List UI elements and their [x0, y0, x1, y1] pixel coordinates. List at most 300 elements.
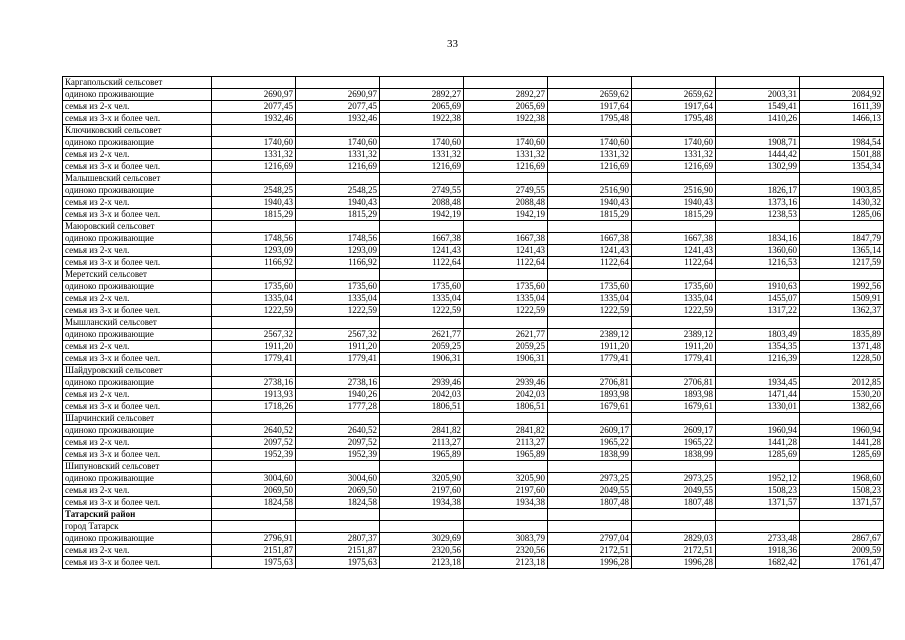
value-cell: 1331,32 [296, 149, 380, 161]
value-cell: 1354,35 [716, 341, 800, 353]
empty-cell [212, 413, 296, 425]
value-cell: 3083,79 [464, 533, 548, 545]
value-cell: 1934,38 [464, 497, 548, 509]
table-row [63, 437, 884, 449]
value-cell: 1331,32 [632, 149, 716, 161]
group-header-row [63, 173, 884, 185]
empty-cell [800, 461, 884, 473]
value-cell: 2049,55 [632, 485, 716, 497]
value-cell: 1679,61 [632, 401, 716, 413]
value-cell: 1293,09 [212, 245, 296, 257]
value-cell: 2621,77 [464, 329, 548, 341]
empty-cell [464, 221, 548, 233]
value-cell: 2829,03 [632, 533, 716, 545]
value-cell: 2973,25 [632, 473, 716, 485]
empty-cell [296, 521, 380, 533]
empty-cell [296, 173, 380, 185]
table-row [63, 353, 884, 365]
value-cell: 1735,60 [212, 281, 296, 293]
table-row [63, 329, 884, 341]
value-cell: 2807,37 [296, 533, 380, 545]
value-cell: 2197,60 [380, 485, 464, 497]
group-title: Малышевский сельсовет [63, 173, 212, 185]
value-cell: 1331,32 [548, 149, 632, 161]
value-cell: 1508,23 [716, 485, 800, 497]
table-row [63, 149, 884, 161]
tariff-table [62, 76, 884, 569]
value-cell: 1611,39 [800, 101, 884, 113]
empty-cell [716, 77, 800, 89]
row-label: семья из 2-х чел. [63, 437, 212, 449]
value-cell: 1471,44 [716, 389, 800, 401]
group-title: Каргапольский сельсовет [63, 77, 212, 89]
group-header-row [63, 125, 884, 137]
value-cell: 2088,48 [464, 197, 548, 209]
value-cell: 2123,18 [380, 557, 464, 569]
empty-cell [296, 509, 380, 521]
value-cell: 2320,56 [464, 545, 548, 557]
value-cell: 1302,99 [716, 161, 800, 173]
value-cell: 1815,29 [212, 209, 296, 221]
group-title: Шайдуровский сельсовет [63, 365, 212, 377]
empty-cell [632, 317, 716, 329]
empty-cell [632, 125, 716, 137]
empty-cell [716, 173, 800, 185]
value-cell: 1761,47 [800, 557, 884, 569]
empty-cell [380, 173, 464, 185]
value-cell: 1893,98 [632, 389, 716, 401]
value-cell: 1317,22 [716, 305, 800, 317]
table-row [63, 533, 884, 545]
empty-cell [296, 461, 380, 473]
value-cell: 1975,63 [296, 557, 380, 569]
empty-cell [548, 125, 632, 137]
table-row [63, 101, 884, 113]
empty-cell [296, 77, 380, 89]
empty-cell [800, 221, 884, 233]
empty-cell [548, 77, 632, 89]
value-cell: 2069,50 [212, 485, 296, 497]
empty-cell [380, 77, 464, 89]
value-cell: 1965,22 [548, 437, 632, 449]
value-cell: 2548,25 [212, 185, 296, 197]
value-cell: 1216,69 [380, 161, 464, 173]
value-cell: 1455,07 [716, 293, 800, 305]
value-cell: 1667,38 [548, 233, 632, 245]
value-cell: 2841,82 [380, 425, 464, 437]
value-cell: 1740,60 [464, 137, 548, 149]
table-row [63, 245, 884, 257]
value-cell: 1940,43 [632, 197, 716, 209]
row-label: одиноко проживающие [63, 89, 212, 101]
value-cell: 1222,59 [632, 305, 716, 317]
value-cell: 1922,38 [464, 113, 548, 125]
empty-cell [464, 317, 548, 329]
value-cell: 2690,97 [212, 89, 296, 101]
value-cell: 1795,48 [548, 113, 632, 125]
value-cell: 1371,57 [800, 497, 884, 509]
group-title: Шипуновский сельсовет [63, 461, 212, 473]
row-label: семья из 2-х чел. [63, 293, 212, 305]
value-cell: 1824,58 [212, 497, 296, 509]
empty-cell [212, 521, 296, 533]
value-cell: 1735,60 [548, 281, 632, 293]
value-cell: 1917,64 [632, 101, 716, 113]
value-cell: 2042,03 [380, 389, 464, 401]
value-cell: 1735,60 [296, 281, 380, 293]
group-header-row [63, 77, 884, 89]
value-cell: 2059,25 [380, 341, 464, 353]
value-cell: 1667,38 [632, 233, 716, 245]
value-cell: 1166,92 [212, 257, 296, 269]
value-cell: 1718,26 [212, 401, 296, 413]
value-cell: 1960,94 [716, 425, 800, 437]
row-label: одиноко проживающие [63, 533, 212, 545]
value-cell: 1430,32 [800, 197, 884, 209]
empty-cell [380, 125, 464, 137]
value-cell: 1216,69 [632, 161, 716, 173]
empty-cell [464, 521, 548, 533]
value-cell: 1942,19 [380, 209, 464, 221]
empty-cell [464, 173, 548, 185]
empty-cell [716, 413, 800, 425]
value-cell: 1293,09 [296, 245, 380, 257]
row-label: семья из 2-х чел. [63, 485, 212, 497]
value-cell: 2077,45 [212, 101, 296, 113]
value-cell: 1940,43 [548, 197, 632, 209]
value-cell: 1362,37 [800, 305, 884, 317]
value-cell: 1331,32 [464, 149, 548, 161]
value-cell: 1335,04 [548, 293, 632, 305]
group-header-row [63, 413, 884, 425]
table-row [63, 113, 884, 125]
empty-cell [464, 125, 548, 137]
value-cell: 1960,94 [800, 425, 884, 437]
value-cell: 2084,92 [800, 89, 884, 101]
value-cell: 1331,32 [380, 149, 464, 161]
row-label: семья из 3-х и более чел. [63, 557, 212, 569]
table-row [63, 449, 884, 461]
table-row [63, 485, 884, 497]
value-cell: 1918,36 [716, 545, 800, 557]
value-cell: 1807,48 [548, 497, 632, 509]
value-cell: 1222,59 [212, 305, 296, 317]
value-cell: 2389,12 [632, 329, 716, 341]
value-cell: 2609,17 [632, 425, 716, 437]
empty-cell [380, 461, 464, 473]
value-cell: 2009,59 [800, 545, 884, 557]
group-header-row [63, 509, 884, 521]
value-cell: 3004,60 [296, 473, 380, 485]
value-cell: 1779,41 [632, 353, 716, 365]
value-cell: 2320,56 [380, 545, 464, 557]
table-row [63, 545, 884, 557]
value-cell: 1996,28 [548, 557, 632, 569]
empty-cell [716, 269, 800, 281]
value-cell: 1373,16 [716, 197, 800, 209]
empty-cell [296, 365, 380, 377]
value-cell: 3205,90 [464, 473, 548, 485]
value-cell: 1815,29 [548, 209, 632, 221]
empty-cell [296, 221, 380, 233]
group-title: город Татарск [63, 521, 212, 533]
empty-cell [548, 413, 632, 425]
value-cell: 2012,85 [800, 377, 884, 389]
value-cell: 1122,64 [464, 257, 548, 269]
value-cell: 1549,41 [716, 101, 800, 113]
value-cell: 1934,38 [380, 497, 464, 509]
value-cell: 2172,51 [548, 545, 632, 557]
value-cell: 1740,60 [296, 137, 380, 149]
empty-cell [212, 221, 296, 233]
row-label: одиноко проживающие [63, 281, 212, 293]
empty-cell [548, 221, 632, 233]
group-title: Меретский сельсовет [63, 269, 212, 281]
empty-cell [464, 77, 548, 89]
value-cell: 1216,69 [464, 161, 548, 173]
empty-cell [296, 125, 380, 137]
value-cell: 1807,48 [632, 497, 716, 509]
empty-cell [716, 461, 800, 473]
value-cell: 1911,20 [296, 341, 380, 353]
empty-cell [716, 125, 800, 137]
value-cell: 2151,87 [296, 545, 380, 557]
value-cell: 3029,69 [380, 533, 464, 545]
value-cell: 1922,38 [380, 113, 464, 125]
row-label: одиноко проживающие [63, 377, 212, 389]
row-label: семья из 2-х чел. [63, 197, 212, 209]
value-cell: 1893,98 [548, 389, 632, 401]
empty-cell [632, 521, 716, 533]
value-cell: 1996,28 [632, 557, 716, 569]
table-row [63, 305, 884, 317]
empty-cell [212, 269, 296, 281]
value-cell: 1940,43 [296, 197, 380, 209]
value-cell: 2065,69 [464, 101, 548, 113]
empty-cell [800, 173, 884, 185]
value-cell: 2516,90 [548, 185, 632, 197]
row-label: семья из 3-х и более чел. [63, 401, 212, 413]
empty-cell [800, 413, 884, 425]
empty-cell [296, 413, 380, 425]
group-header-row [63, 317, 884, 329]
table-row [63, 389, 884, 401]
empty-cell [632, 221, 716, 233]
value-cell: 2113,27 [464, 437, 548, 449]
empty-cell [212, 365, 296, 377]
value-cell: 1952,12 [716, 473, 800, 485]
value-cell: 1806,51 [380, 401, 464, 413]
empty-cell [800, 77, 884, 89]
value-cell: 1838,99 [548, 449, 632, 461]
value-cell: 2749,55 [464, 185, 548, 197]
value-cell: 2548,25 [296, 185, 380, 197]
value-cell: 1285,69 [716, 449, 800, 461]
value-cell: 1740,60 [380, 137, 464, 149]
group-header-row [63, 521, 884, 533]
table-row [63, 425, 884, 437]
value-cell: 1679,61 [548, 401, 632, 413]
value-cell: 3004,60 [212, 473, 296, 485]
empty-cell [632, 269, 716, 281]
value-cell: 2892,27 [380, 89, 464, 101]
value-cell: 1222,59 [464, 305, 548, 317]
value-cell: 1735,60 [380, 281, 464, 293]
value-cell: 2567,32 [296, 329, 380, 341]
value-cell: 1815,29 [632, 209, 716, 221]
value-cell: 1826,17 [716, 185, 800, 197]
value-cell: 3205,90 [380, 473, 464, 485]
empty-cell [800, 365, 884, 377]
empty-cell [380, 365, 464, 377]
empty-cell [380, 269, 464, 281]
group-title: Шарчинский сельсовет [63, 413, 212, 425]
value-cell: 2609,17 [548, 425, 632, 437]
value-cell: 1834,16 [716, 233, 800, 245]
value-cell: 2973,25 [548, 473, 632, 485]
value-cell: 2706,81 [632, 377, 716, 389]
value-cell: 2077,45 [296, 101, 380, 113]
value-cell: 1911,20 [548, 341, 632, 353]
table-row [63, 281, 884, 293]
value-cell: 1122,64 [632, 257, 716, 269]
value-cell: 1913,93 [212, 389, 296, 401]
row-label: семья из 2-х чел. [63, 101, 212, 113]
value-cell: 2097,52 [296, 437, 380, 449]
value-cell: 1975,63 [212, 557, 296, 569]
value-cell: 2113,27 [380, 437, 464, 449]
value-cell: 1241,43 [464, 245, 548, 257]
value-cell: 2749,55 [380, 185, 464, 197]
value-cell: 1222,59 [548, 305, 632, 317]
row-label: семья из 3-х и более чел. [63, 209, 212, 221]
value-cell: 2939,46 [380, 377, 464, 389]
value-cell: 2123,18 [464, 557, 548, 569]
value-cell: 2003,31 [716, 89, 800, 101]
value-cell: 1984,54 [800, 137, 884, 149]
empty-cell [212, 317, 296, 329]
value-cell: 2733,48 [716, 533, 800, 545]
value-cell: 1222,59 [380, 305, 464, 317]
value-cell: 2939,46 [464, 377, 548, 389]
empty-cell [632, 509, 716, 521]
value-cell: 2059,25 [464, 341, 548, 353]
empty-cell [548, 317, 632, 329]
empty-cell [716, 521, 800, 533]
value-cell: 1241,43 [548, 245, 632, 257]
table-row [63, 377, 884, 389]
table-row [63, 197, 884, 209]
value-cell: 1501,88 [800, 149, 884, 161]
empty-cell [716, 317, 800, 329]
row-label: одиноко проживающие [63, 425, 212, 437]
value-cell: 1122,64 [548, 257, 632, 269]
value-cell: 1360,60 [716, 245, 800, 257]
empty-cell [212, 173, 296, 185]
value-cell: 2621,77 [380, 329, 464, 341]
empty-cell [716, 365, 800, 377]
value-cell: 1285,06 [800, 209, 884, 221]
value-cell: 1748,56 [296, 233, 380, 245]
table-row [63, 257, 884, 269]
value-cell: 2640,52 [296, 425, 380, 437]
value-cell: 1779,41 [548, 353, 632, 365]
value-cell: 1806,51 [464, 401, 548, 413]
value-cell: 1371,48 [800, 341, 884, 353]
empty-cell [800, 269, 884, 281]
table-row [63, 185, 884, 197]
value-cell: 1932,46 [212, 113, 296, 125]
value-cell: 1241,43 [380, 245, 464, 257]
row-label: одиноко проживающие [63, 137, 212, 149]
empty-cell [212, 509, 296, 521]
value-cell: 1906,31 [380, 353, 464, 365]
value-cell: 1441,28 [800, 437, 884, 449]
value-cell: 1934,45 [716, 377, 800, 389]
group-title: Мышланский сельсовет [63, 317, 212, 329]
value-cell: 1365,14 [800, 245, 884, 257]
value-cell: 2796,91 [212, 533, 296, 545]
value-cell: 1331,32 [212, 149, 296, 161]
row-label: семья из 2-х чел. [63, 341, 212, 353]
table-row [63, 89, 884, 101]
value-cell: 1122,64 [380, 257, 464, 269]
table-row [63, 557, 884, 569]
empty-cell [380, 521, 464, 533]
value-cell: 1330,01 [716, 401, 800, 413]
row-label: семья из 2-х чел. [63, 245, 212, 257]
value-cell: 1216,69 [548, 161, 632, 173]
value-cell: 1779,41 [296, 353, 380, 365]
group-header-row [63, 461, 884, 473]
table-row [63, 209, 884, 221]
value-cell: 2659,62 [632, 89, 716, 101]
value-cell: 1740,60 [212, 137, 296, 149]
value-cell: 1911,20 [632, 341, 716, 353]
value-cell: 2892,27 [464, 89, 548, 101]
value-cell: 1906,31 [464, 353, 548, 365]
empty-cell [212, 77, 296, 89]
value-cell: 1838,99 [632, 449, 716, 461]
value-cell: 2049,55 [548, 485, 632, 497]
value-cell: 2841,82 [464, 425, 548, 437]
value-cell: 2640,52 [212, 425, 296, 437]
value-cell: 1917,64 [548, 101, 632, 113]
value-cell: 1965,22 [632, 437, 716, 449]
empty-cell [800, 125, 884, 137]
table-row [63, 293, 884, 305]
value-cell: 1965,89 [464, 449, 548, 461]
empty-cell [296, 317, 380, 329]
value-cell: 2690,97 [296, 89, 380, 101]
table-row [63, 497, 884, 509]
value-cell: 1216,39 [716, 353, 800, 365]
value-cell: 1335,04 [464, 293, 548, 305]
value-cell: 1910,63 [716, 281, 800, 293]
value-cell: 2172,51 [632, 545, 716, 557]
value-cell: 1667,38 [464, 233, 548, 245]
value-cell: 2197,60 [464, 485, 548, 497]
row-label: семья из 3-х и более чел. [63, 449, 212, 461]
row-label: семья из 2-х чел. [63, 149, 212, 161]
value-cell: 1795,48 [632, 113, 716, 125]
empty-cell [548, 521, 632, 533]
value-cell: 1382,66 [800, 401, 884, 413]
value-cell: 1228,50 [800, 353, 884, 365]
value-cell: 1748,56 [212, 233, 296, 245]
empty-cell [716, 509, 800, 521]
value-cell: 1335,04 [212, 293, 296, 305]
